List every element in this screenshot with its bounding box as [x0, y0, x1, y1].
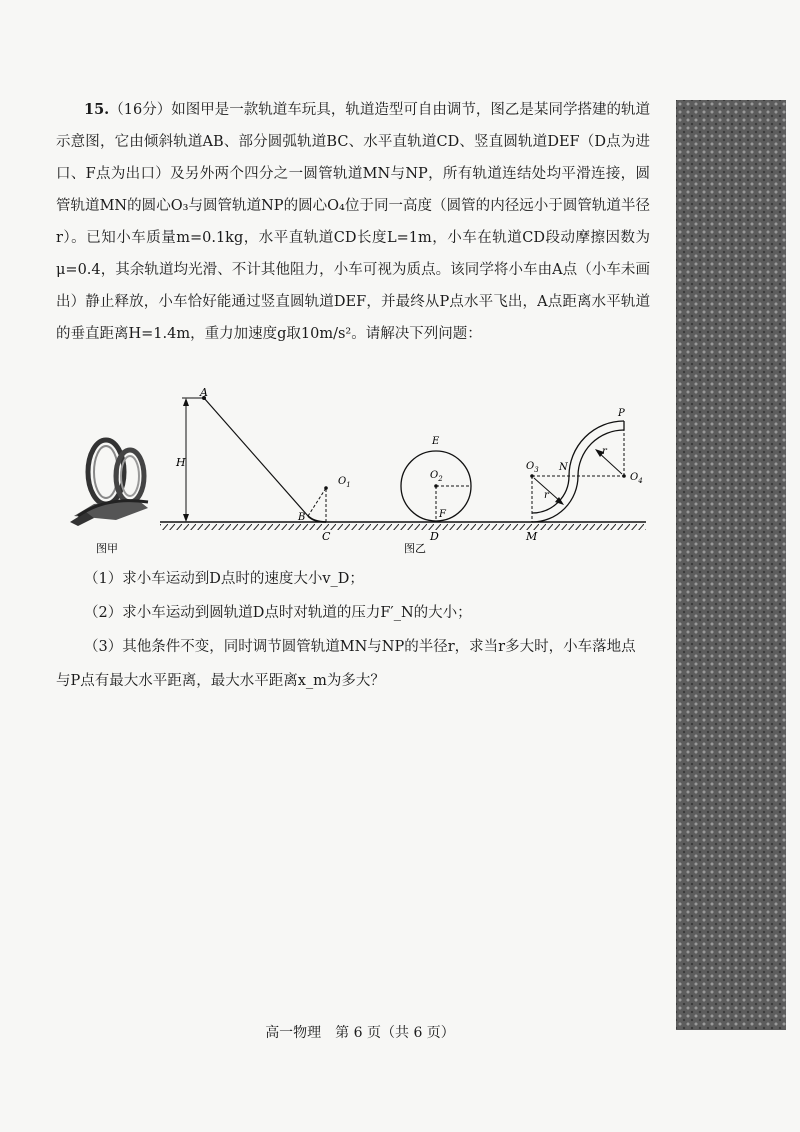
label-r-lower: r	[544, 490, 549, 501]
problem-text	[56, 94, 650, 350]
label-O2: $O_2$	[430, 470, 443, 483]
label-C: C	[322, 530, 331, 543]
toy-photo	[70, 440, 148, 526]
problem-paragraph	[56, 94, 650, 350]
questions	[56, 562, 650, 698]
scan-texture-strip	[676, 100, 786, 1030]
tube-track-MN-NP	[530, 421, 626, 522]
caption-fig1: 图甲	[96, 542, 118, 555]
label-O4: $O_4$	[630, 472, 643, 485]
label-r-upper: r	[602, 446, 607, 457]
label-M: M	[526, 530, 538, 543]
label-B: B	[298, 512, 306, 523]
label-O1: $O_1$	[338, 476, 351, 489]
problem-body: 如图甲是一款轨道车玩具，轨道造型可自由调节，图乙是某同学搭建的轨道示意图，它由倾斜轨道AB、部分圆弧轨道BC、水平直轨道CD、竖直圆轨道DEF（D点为进口、F点为出口）及另外两个四分之一圆管轨道MN与NP，所有轨道连结处均平滑连接，圆管轨道MN的圆心O₃与圆管轨道NP的圆心O₄位于同一高度（圆管的内径远小于圆管轨道半径r）。已知小车质量m=0.1kg，水平直轨道CD长度L=1m，小车在轨道CD段动摩擦因数为μ=0.4，其余轨道均光滑、不计其他阻力，小车可视为质点。该同学将小车由A点（小车未画出）静止释放，小车恰好能通过竖直圆轨道DEF，并最终从P点水平飞出，A点距离水平轨道的垂直距离H=1.4m，重力加速度g取10m/s²。请解决下列问题：	[56, 102, 651, 342]
question-1: （1）求小车运动到D点时的速度大小v_D；	[84, 571, 364, 587]
label-A: A	[200, 386, 208, 399]
caption-fig2: 图乙	[404, 542, 426, 555]
label-F: F	[439, 509, 446, 520]
page-footer: 高一物理 第 6 页（共 6 页）	[265, 1025, 455, 1041]
label-P: P	[618, 408, 625, 419]
figure-svg	[56, 384, 656, 564]
label-O3: $O_3$	[526, 461, 539, 474]
figure	[56, 384, 656, 564]
problem-score: （16分）	[109, 102, 172, 118]
incline-track-AB	[202, 396, 328, 522]
label-E: E	[432, 436, 440, 447]
label-D: D	[430, 530, 439, 543]
ground	[160, 522, 646, 530]
question-2: （2）求小车运动到圆轨道D点时对轨道的压力F′_N的大小；	[84, 605, 472, 621]
label-N: N	[559, 462, 568, 473]
vertical-circle-DEF	[401, 451, 471, 522]
problem-number: 15.	[84, 101, 110, 118]
label-H: H	[176, 456, 186, 469]
question-3: （3）其他条件不变，同时调节圆管轨道MN与NP的半径r，求当r多大时，小车落地点与P点有最大水平距离，最大水平距离x_m为多大？	[56, 639, 636, 689]
